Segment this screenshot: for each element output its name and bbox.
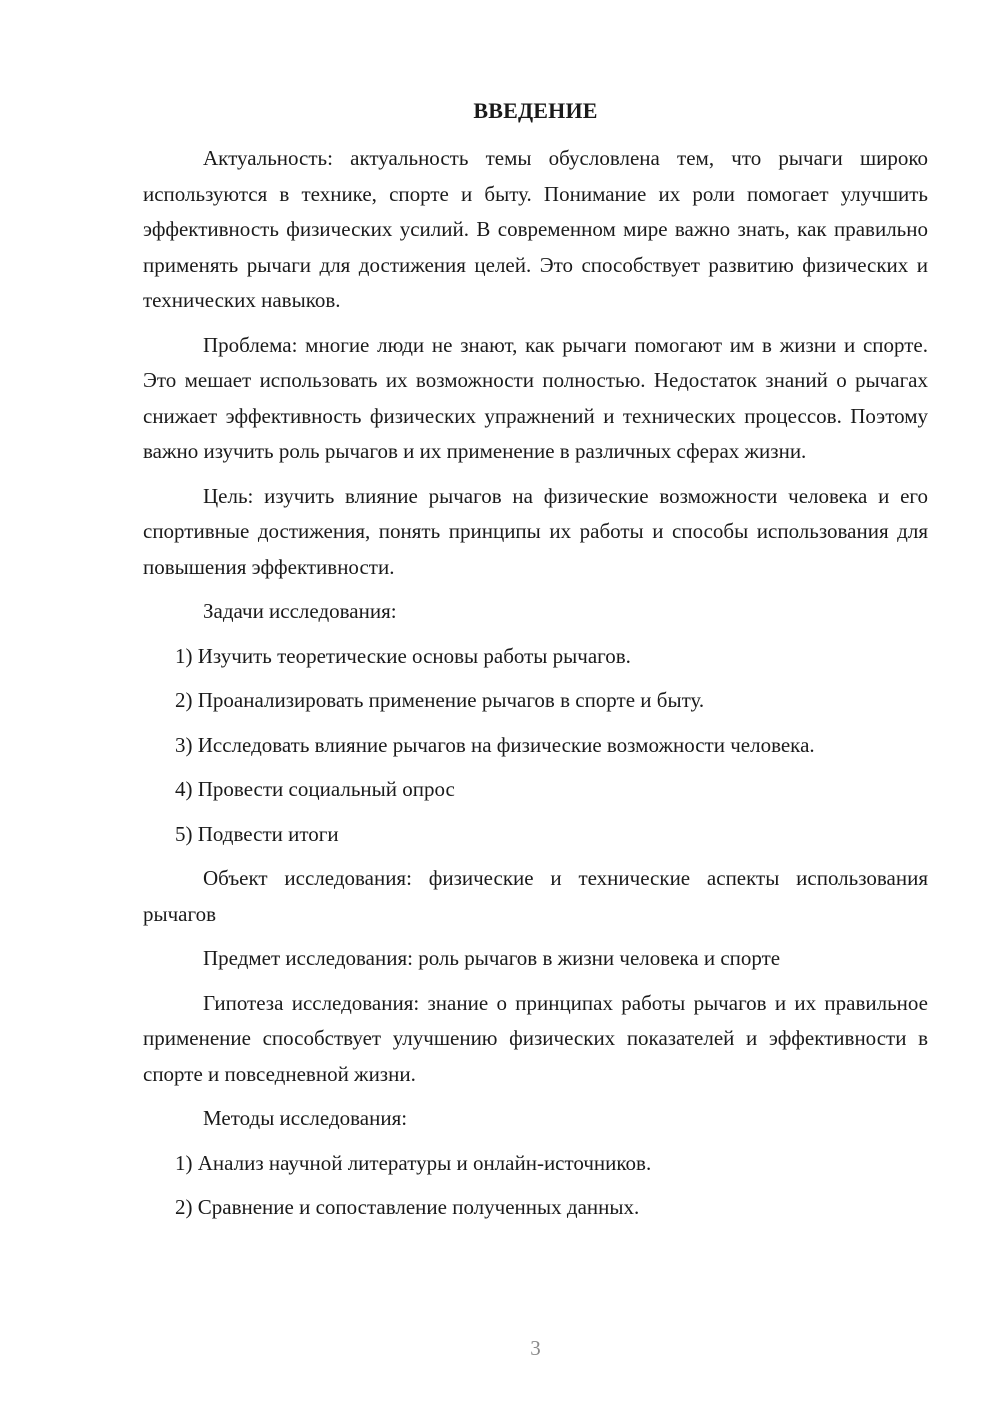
task-item: 5) Подвести итоги xyxy=(175,821,339,846)
section-heading: ВВЕДЕНИЕ xyxy=(473,98,598,123)
object-paragraph: Объект исследования: физические и технические аспекты использования рычагов xyxy=(143,866,928,926)
problem-paragraph: Проблема: многие люди не знают, как рычаги помогают им в жизни и спорте. Это мешает использовать их возможности полностью. Недостаток знаний о рычагах снижает эффективность физических упражнений и технических процессов. Поэтому важно изучить роль рычагов и их применение в различных сферах жизни. xyxy=(143,332,928,463)
task-item: 1) Изучить теоретические основы работы рычагов. xyxy=(175,643,631,668)
methods-title: Методы исследования: xyxy=(203,1106,408,1130)
relevance-paragraph: Актуальность: актуальность темы обусловлена тем, что рычаги широко используются в технике, спорте и быту. Понимание их роли помогает улучшить эффективность физических усилий. В современном мире важно знать, как правильно применять рычаги для достижения целей. Это способствует развитию физических и технических навыков. xyxy=(143,146,928,312)
body-text xyxy=(143,141,928,1235)
method-item: 1) Анализ научной литературы и онлайн-источников. xyxy=(175,1150,652,1175)
task-item: 4) Провести социальный опрос xyxy=(175,777,455,801)
goal-paragraph: Цель: изучить влияние рычагов на физические возможности человека и его спортивные достижения, понять принципы их работы и способы использования для повышения эффективности. xyxy=(143,483,928,579)
document-page xyxy=(143,0,928,1414)
method-item: 2) Сравнение и сопоставление полученных данных. xyxy=(175,1195,640,1219)
task-item: 3) Исследовать влияние рычагов на физические возможности человека. xyxy=(175,732,815,757)
task-item: 2) Проанализировать применение рычагов в спорте и быту. xyxy=(175,688,705,712)
subject-paragraph: Предмет исследования: роль рычагов в жизни человека и спорте xyxy=(203,946,781,970)
tasks-title: Задачи исследования: xyxy=(203,599,397,623)
hypothesis-paragraph: Гипотеза исследования: знание о принципах работы рычагов и их правильное применение способствует улучшению физических показателей и эффективности в спорте и повседневной жизни. xyxy=(143,990,928,1086)
page-number: 3 xyxy=(530,1336,541,1360)
